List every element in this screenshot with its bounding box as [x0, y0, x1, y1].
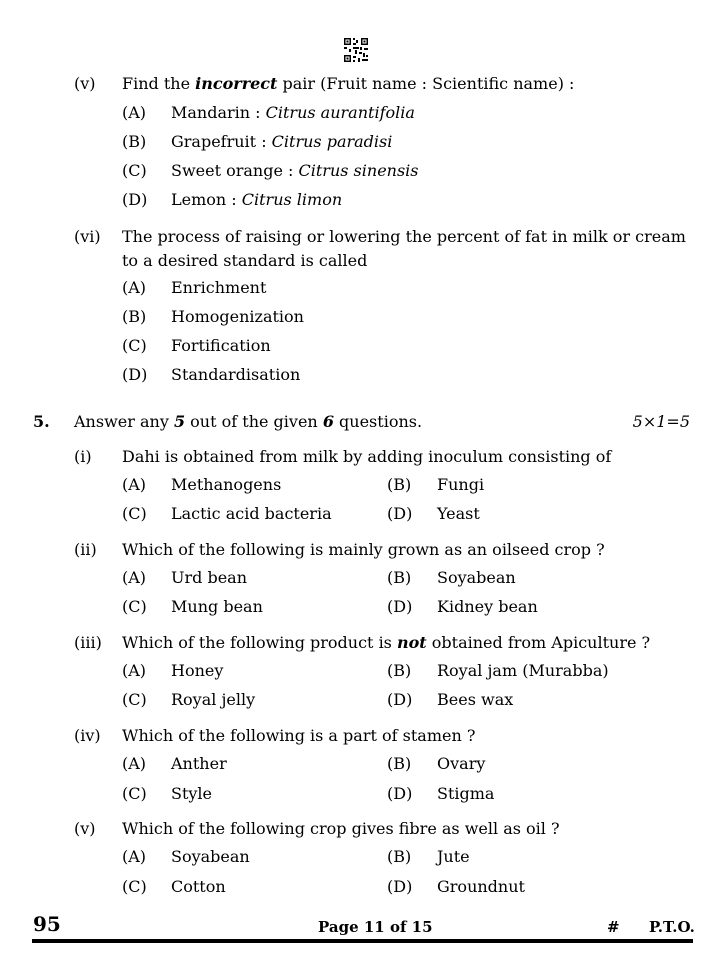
option-text: Enrichment — [171, 278, 267, 297]
option-text: Sweet orange : Citrus sinensis — [171, 161, 419, 180]
question-number: (v) — [74, 74, 96, 93]
question-text: Which of the following is mainly grown as an oilseed crop ? — [122, 540, 605, 559]
option-letter: (B) — [387, 754, 412, 773]
option-text: Lemon : Citrus limon — [171, 190, 343, 209]
option-text: Ovary — [437, 754, 486, 773]
hash-mark: # — [607, 918, 620, 936]
paper-code: 95 — [33, 912, 61, 936]
option-letter: (D) — [387, 784, 413, 803]
option-letter: (B) — [387, 661, 412, 680]
section-instruction: Answer any 5 out of the given 6 questions. — [74, 412, 423, 431]
option-text: Stigma — [437, 784, 495, 803]
option-text: Anther — [171, 754, 227, 773]
marks-allocation: 5×1=5 — [632, 412, 690, 431]
option-letter: (C) — [122, 336, 147, 355]
question-number: (v) — [74, 819, 96, 838]
option-letter: (A) — [122, 847, 147, 866]
option-letter: (B) — [387, 475, 412, 494]
option-text: Urd bean — [171, 568, 248, 587]
option-text: Honey — [171, 661, 224, 680]
option-text: Royal jam (Murabba) — [437, 661, 609, 680]
question-text: Which of the following product is not obtained from Apiculture ? — [122, 633, 651, 652]
option-text: Soyabean — [171, 847, 250, 866]
question-text: The process of raising or lowering the percent of fat in milk or cream — [122, 227, 686, 246]
question-number: (vi) — [74, 227, 101, 246]
option-text: Lactic acid bacteria — [171, 504, 332, 523]
option-letter: (B) — [387, 568, 412, 587]
option-text: Groundnut — [437, 877, 525, 896]
option-letter: (A) — [122, 754, 147, 773]
option-letter: (A) — [122, 475, 147, 494]
question-text: Dahi is obtained from milk by adding inoculum consisting of — [122, 447, 612, 466]
option-text: Kidney bean — [437, 597, 538, 616]
question-number: (ii) — [74, 540, 97, 559]
option-letter: (B) — [387, 847, 412, 866]
option-letter: (A) — [122, 278, 147, 297]
option-text: Bees wax — [437, 690, 514, 709]
option-letter: (B) — [122, 307, 147, 326]
option-letter: (A) — [122, 103, 147, 122]
option-letter: (D) — [387, 504, 413, 523]
option-letter: (C) — [122, 161, 147, 180]
option-text: Mung bean — [171, 597, 263, 616]
option-letter: (A) — [122, 568, 147, 587]
question-text: to a desired standard is called — [122, 251, 368, 270]
option-text: Jute — [437, 847, 470, 866]
option-text: Standardisation — [171, 365, 301, 384]
page-number: Page 11 of 15 — [318, 918, 433, 936]
option-text: Cotton — [171, 877, 226, 896]
question-text: Find the incorrect pair (Fruit name : Scientific name) : — [122, 74, 575, 93]
option-letter: (C) — [122, 504, 147, 523]
footer-rule — [32, 939, 693, 943]
option-text: Fungi — [437, 475, 485, 494]
option-letter: (C) — [122, 877, 147, 896]
option-text: Royal jelly — [171, 690, 256, 709]
section-number: 5. — [33, 412, 50, 431]
option-text: Grapefruit : Citrus paradisi — [171, 132, 393, 151]
question-text: Which of the following is a part of stamen ? — [122, 726, 476, 745]
question-number: (iv) — [74, 726, 101, 745]
option-letter: (A) — [122, 661, 147, 680]
option-text: Mandarin : Citrus aurantifolia — [171, 103, 415, 122]
option-letter: (D) — [387, 597, 413, 616]
option-letter: (C) — [122, 784, 147, 803]
option-letter: (C) — [122, 597, 147, 616]
question-number: (iii) — [74, 633, 102, 652]
option-letter: (D) — [387, 877, 413, 896]
option-text: Style — [171, 784, 213, 803]
option-text: Fortification — [171, 336, 271, 355]
option-text: Homogenization — [171, 307, 304, 326]
option-text: Soyabean — [437, 568, 516, 587]
question-text: Which of the following crop gives fibre as well as oil ? — [122, 819, 560, 838]
option-letter: (D) — [122, 365, 148, 384]
question-number: (i) — [74, 447, 92, 466]
option-letter: (D) — [387, 690, 413, 709]
option-letter: (D) — [122, 190, 148, 209]
pto-label: P.T.O. — [649, 918, 695, 936]
option-letter: (C) — [122, 690, 147, 709]
option-text: Methanogens — [171, 475, 282, 494]
option-text: Yeast — [437, 504, 480, 523]
option-letter: (B) — [122, 132, 147, 151]
qr-code-icon — [343, 37, 369, 63]
